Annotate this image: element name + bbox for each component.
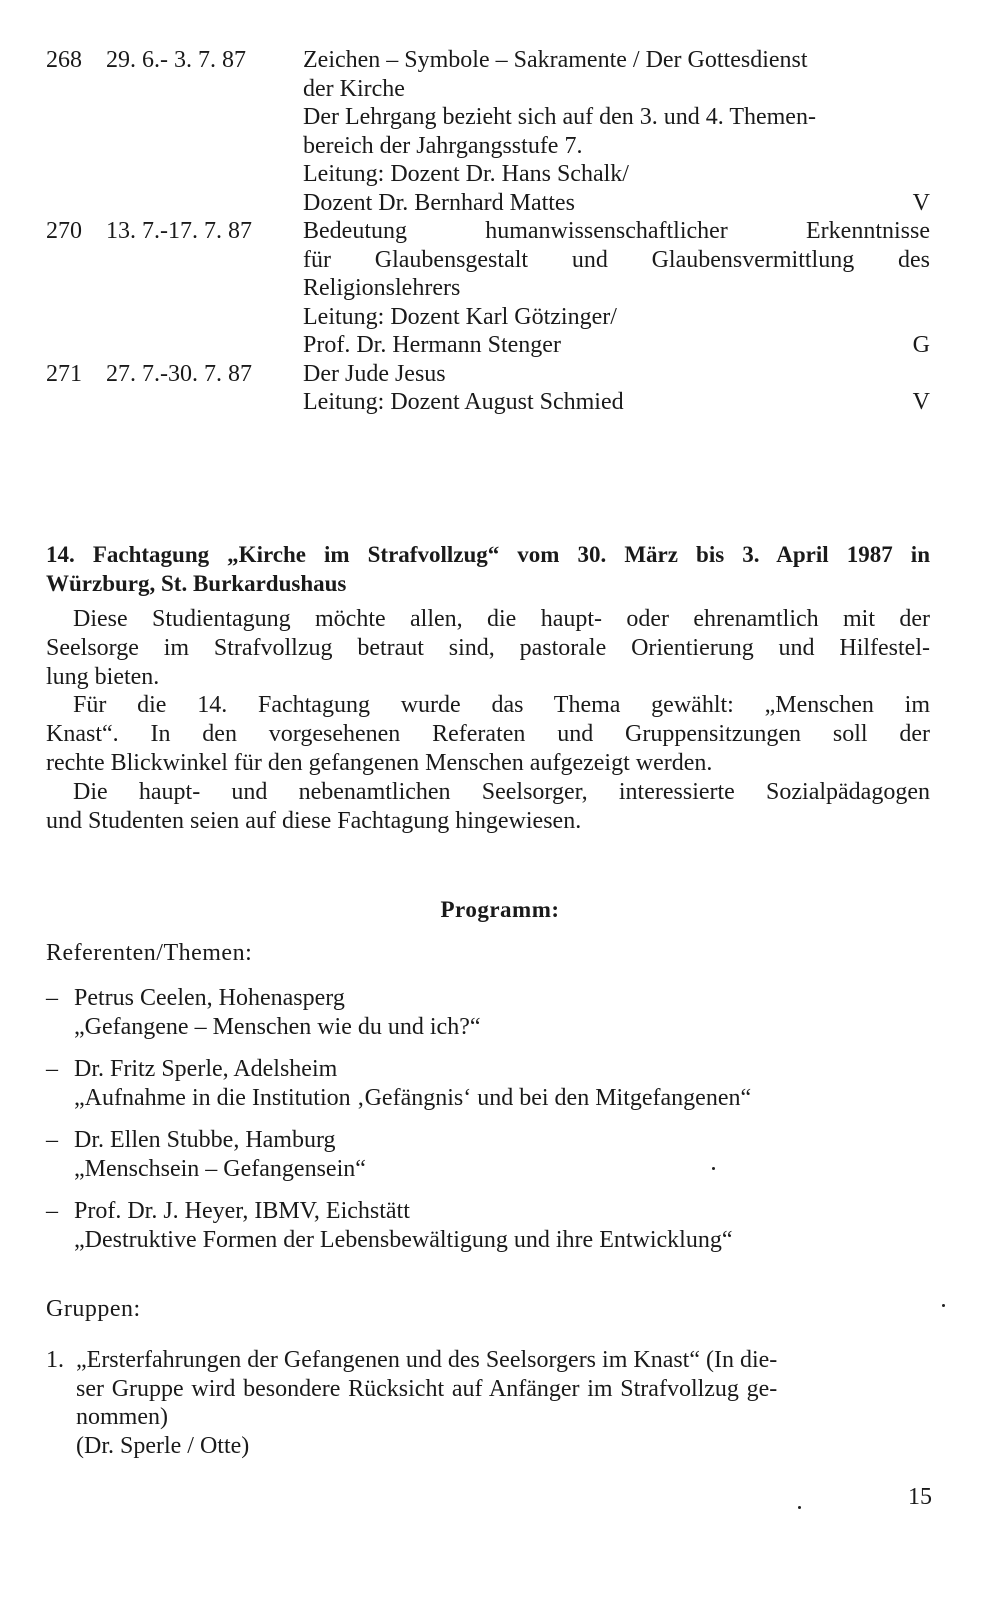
speaker-topic: „Aufnahme in die Institution ‚Gefängnis‘ und bei den Mitgefangenen“ xyxy=(74,1084,752,1111)
intro-paragraph: Für die 14. Fachtagung wurde das Thema gewählt: „Menschen im Knast“. In den vorgesehenen Referaten und Gruppensitzungen soll der rechte Blickwinkel für den gefangenen Menschen aufgezeigt werden. xyxy=(46,692,930,776)
speaker-list xyxy=(46,984,930,1268)
speaker-name: Dr. Ellen Stubbe, Hamburg xyxy=(74,1127,336,1153)
programm-heading: Programm: xyxy=(440,897,560,922)
print-speck xyxy=(798,1506,801,1509)
referenten-label: Referenten/Themen: xyxy=(46,940,253,966)
list-item xyxy=(46,1346,930,1460)
course-date: 13. 7.-17. 7. 87 xyxy=(106,218,252,244)
speaker-topic: „Menschsein – Gefangensein“ xyxy=(74,1155,366,1182)
course-title-line: Religionslehrers xyxy=(303,275,461,301)
list-dash: – xyxy=(46,1198,58,1224)
list-dash: – xyxy=(46,1127,58,1153)
speaker-name: Prof. Dr. J. Heyer, IBMV, Eichstätt xyxy=(74,1198,410,1224)
course-title-line: Der Jude Jesus xyxy=(303,360,446,387)
list-item xyxy=(46,1126,930,1183)
course-leitung-line: Dozent Dr. Bernhard Mattes V xyxy=(303,189,930,216)
course-date: 29. 6.- 3. 7. 87 xyxy=(106,47,246,73)
fachtagung-heading: 14. Fachtagung „Kirche im Strafvollzug“ vom 30. März bis 3. April 1987 in Würzburg, St. Burkardushaus xyxy=(46,542,930,596)
page-number: 15 xyxy=(908,1484,932,1510)
course-title-line: Bedeutung humanwissenschaftlicher Erkenntnisse xyxy=(303,218,930,244)
speaker-name: Dr. Fritz Sperle, Adelsheim xyxy=(74,1056,338,1082)
course-list xyxy=(46,46,930,417)
print-speck xyxy=(942,1304,945,1307)
list-dash: – xyxy=(46,1056,58,1082)
course-number: 268 xyxy=(46,47,82,73)
list-dash: – xyxy=(46,985,58,1011)
fachtagung-section xyxy=(46,540,930,835)
course-leitung-line: Prof. Dr. Hermann Stenger G xyxy=(303,332,930,358)
gruppen-label: Gruppen: xyxy=(46,1296,141,1322)
list-item xyxy=(46,984,930,1041)
course-info-line: bereich der Jahrgangsstufe 7. xyxy=(303,132,583,159)
course-leitung-line: Leitung: Dozent Dr. Hans Schalk/ xyxy=(303,161,629,187)
course-title-line: Zeichen – Symbole – Sakramente / Der Gottesdienst xyxy=(303,47,808,73)
intro-paragraph: Diese Studientagung möchte allen, die haupt- oder ehrenamtlich mit der Seelsorge im Strafvollzug betraut sind, pastorale Orientierung und Hilfestel- lung bieten. xyxy=(46,606,930,690)
course-title-line: der Kirche xyxy=(303,75,405,102)
course-entry xyxy=(46,360,930,417)
course-mark: V xyxy=(912,189,930,216)
course-leitung-line: Leitung: Dozent August Schmied V xyxy=(303,389,930,415)
speaker-topic: „Gefangene – Menschen wie du und ich?“ xyxy=(74,1013,481,1040)
intro-paragraph: Die haupt- und nebenamtlichen Seelsorger, interessierte Sozialpädagogen und Studenten seien auf diese Fachtagung hingewiesen. xyxy=(46,778,930,834)
group-number: 1. xyxy=(46,1347,64,1373)
course-entry xyxy=(46,217,930,360)
course-entry xyxy=(46,46,930,217)
course-date: 27. 7.-30. 7. 87 xyxy=(106,360,252,387)
course-description xyxy=(303,46,930,217)
fachtagung-intro xyxy=(46,605,930,835)
course-leitung-line: Leitung: Dozent Karl Götzinger/ xyxy=(303,303,617,330)
course-mark: G xyxy=(912,332,930,358)
group-list xyxy=(46,1346,930,1460)
course-info-line: Der Lehrgang bezieht sich auf den 3. und 4. Themen- xyxy=(303,104,816,130)
group-description: „Ersterfahrungen der Gefangenen und des Seelsorgers im Knast“ (In die- ser Gruppe wird besondere Rücksicht auf Anfänger im Strafvollzug ge- nommen) (Dr. Sperle / Otte) xyxy=(76,1347,778,1459)
speaker-name: Petrus Ceelen, Hohenasperg xyxy=(74,985,345,1011)
list-item xyxy=(46,1197,930,1254)
course-description xyxy=(303,360,930,417)
course-mark: V xyxy=(912,389,930,415)
speaker-topic: „Destruktive Formen der Lebensbewältigung und ihre Entwicklung“ xyxy=(74,1226,733,1253)
course-number: 271 xyxy=(46,360,82,387)
course-description xyxy=(303,217,930,360)
list-item xyxy=(46,1055,930,1112)
print-speck xyxy=(712,1167,715,1170)
course-number: 270 xyxy=(46,218,82,244)
course-title-line: für Glaubensgestalt und Glaubensvermittlung des xyxy=(303,246,930,273)
